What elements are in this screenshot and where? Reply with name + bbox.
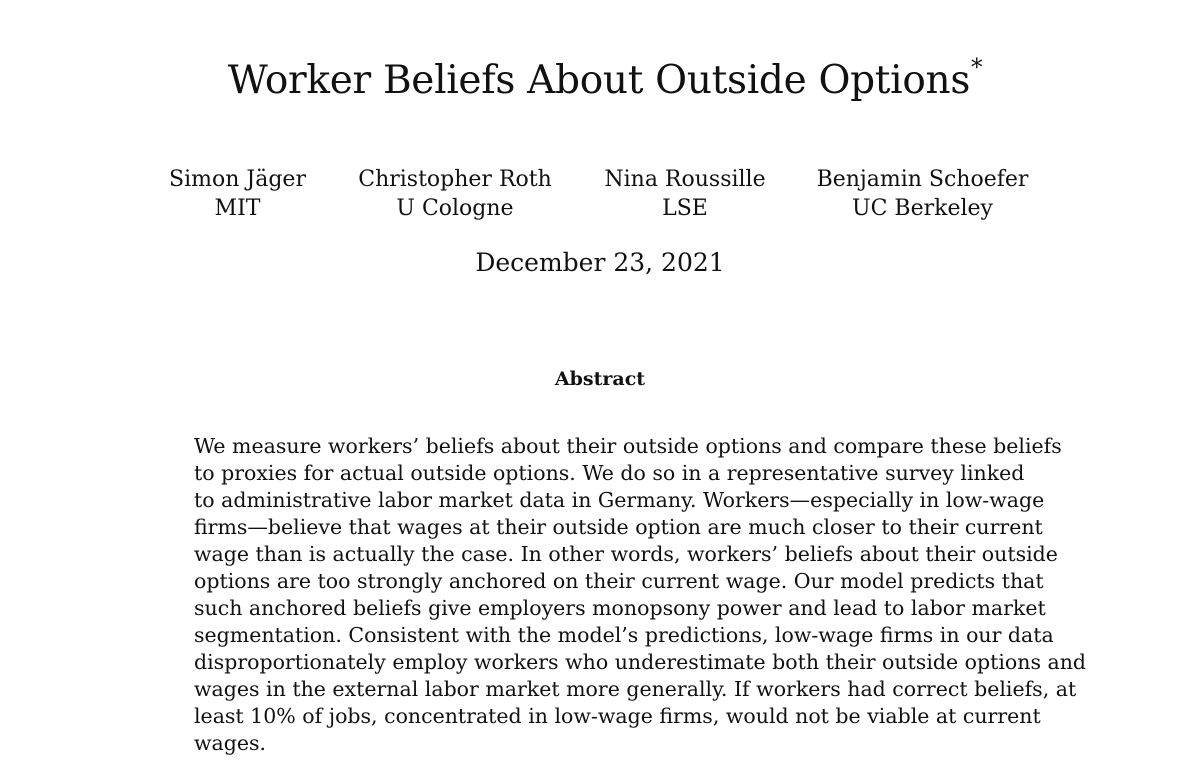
abstract-line: such anchored beliefs give employers monopsony power and lead to labor market bbox=[194, 596, 1046, 620]
author-block bbox=[355, 165, 555, 223]
abstract-body bbox=[194, 433, 1087, 757]
author-name: Christopher Roth bbox=[358, 167, 552, 192]
title-footnote-mark: * bbox=[971, 55, 983, 81]
paper-date: December 23, 2021 bbox=[475, 248, 725, 277]
abstract-line: to administrative labor market data in Germany. Workers—especially in low-wage bbox=[194, 488, 1045, 512]
author-name: Nina Roussille bbox=[604, 167, 766, 192]
author-name: Benjamin Schoefer bbox=[816, 167, 1029, 192]
author-affiliation: LSE bbox=[662, 196, 708, 221]
abstract-line: We measure workers’ beliefs about their outside options and compare these beliefs bbox=[194, 434, 1062, 458]
abstract-line: wages. bbox=[194, 731, 267, 755]
author-block bbox=[595, 165, 775, 223]
abstract-line: wage than is actually the case. In other words, workers’ beliefs about their outside bbox=[194, 542, 1058, 566]
author-list bbox=[0, 165, 1200, 235]
abstract-line: wages in the external labor market more generally. If workers had correct beliefs, at bbox=[194, 677, 1077, 701]
author-name: Simon Jäger bbox=[169, 167, 306, 192]
abstract-line: options are too strongly anchored on their current wage. Our model predicts that bbox=[194, 569, 1044, 593]
abstract-line: segmentation. Consistent with the model’s predictions, low-wage firms in our data bbox=[194, 623, 1054, 647]
author-affiliation: MIT bbox=[214, 196, 261, 221]
author-block bbox=[160, 165, 315, 223]
abstract-heading: Abstract bbox=[554, 368, 646, 390]
paper-title-text: Worker Beliefs About Outside Options bbox=[227, 58, 971, 103]
abstract-line: firms—believe that wages at their outside option are much closer to their current bbox=[194, 515, 1043, 539]
author-affiliation: U Cologne bbox=[396, 196, 514, 221]
author-affiliation: UC Berkeley bbox=[852, 196, 993, 221]
abstract-line: to proxies for actual outside options. We do so in a representative survey linked bbox=[194, 461, 1025, 485]
abstract-line: disproportionately employ workers who underestimate both their outside options and bbox=[194, 650, 1087, 674]
author-block bbox=[815, 165, 1030, 223]
abstract-line: least 10% of jobs, concentrated in low-wage firms, would not be viable at current bbox=[194, 704, 1041, 728]
paper-title bbox=[0, 55, 1200, 103]
